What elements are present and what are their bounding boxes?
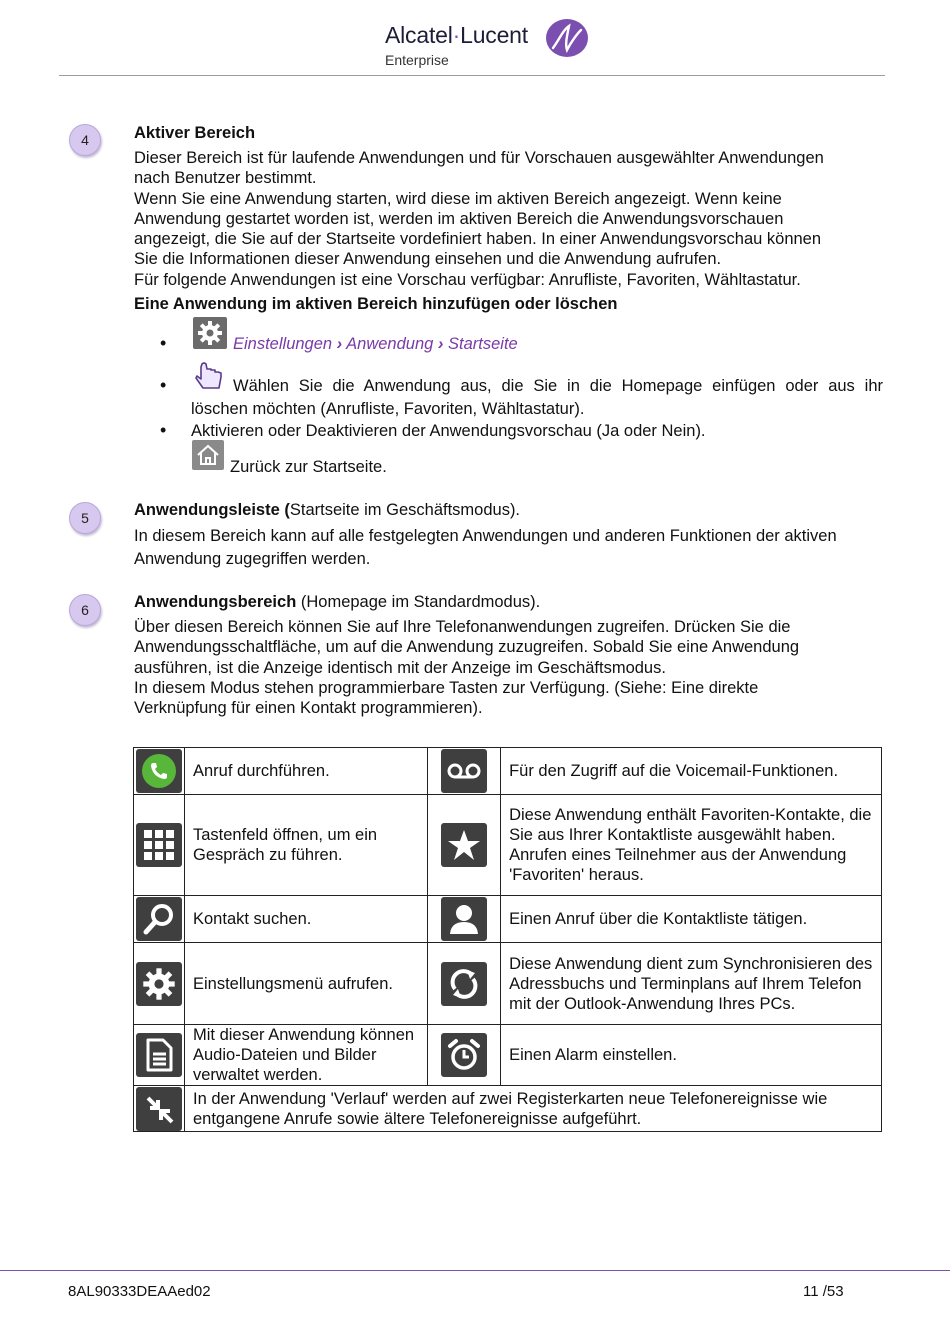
bullet-marker: •	[160, 375, 167, 395]
table-cell: Für den Zugriff auf die Voicemail-Funktionen.	[501, 748, 882, 795]
brand-subtitle: Enterprise	[385, 52, 449, 68]
subsection-heading: Eine Anwendung im aktiven Bereich hinzufügen oder löschen	[134, 295, 618, 313]
applications-table	[133, 747, 882, 1132]
table-icon-cell	[134, 1086, 185, 1132]
contact-icon	[441, 897, 487, 941]
star-icon	[441, 823, 487, 867]
table-icon-cell	[134, 795, 185, 896]
table-row	[134, 1086, 882, 1132]
table-cell: Einen Alarm einstellen.	[501, 1025, 882, 1086]
section-heading: Anwendungsleiste (Startseite im Geschäftsmodus).	[134, 501, 521, 519]
table-cell: Einen Anruf über die Kontaktliste tätigen.	[501, 896, 882, 943]
section-number-badge: 6	[69, 594, 101, 626]
table-cell: Mit dieser Anwendung können Audio-Dateien und Bilder verwaltet werden.	[185, 1025, 428, 1086]
table-icon-cell	[428, 795, 501, 896]
phone-call-icon	[136, 749, 182, 793]
table-icon-cell	[428, 896, 501, 943]
table-cell: Tastenfeld öffnen, um ein Gespräch zu führen.	[185, 795, 428, 896]
table-cell: In der Anwendung 'Verlauf' werden auf zwei Registerkarten neue Telefonereignisse wie entgangene Anrufe sowie ältere Telefonereignisse aufgeführt.	[185, 1086, 882, 1132]
document-icon	[136, 1033, 182, 1077]
table-icon-cell	[134, 1025, 185, 1086]
settings-gear-icon	[193, 317, 227, 349]
table-row	[134, 943, 882, 1025]
bullet-text: Wählen Sie die Anwendung aus, die Sie in die Homepage einfügen oder aus ihr	[233, 377, 883, 395]
table-icon-cell	[134, 896, 185, 943]
bullet-marker: •	[160, 420, 167, 440]
home-icon	[192, 440, 224, 470]
alarm-clock-icon	[441, 1033, 487, 1077]
table-cell: Anruf durchführen.	[185, 748, 428, 795]
search-icon	[136, 897, 182, 941]
keypad-icon	[136, 823, 182, 867]
table-row	[134, 795, 882, 896]
section-body: Über diesen Bereich können Sie auf Ihre Telefonanwendungen zugreifen. Drücken Sie die Anwendungsschaltfläche, um auf die Anwendung zuzugreifen. Sobald Sie eine Anwendung ausführen, ist die Anzeige identisch mit der Anzeige im Geschäftsmodus. In diesem Modus stehen programmierbare Tasten zur Verfügung. (Siehe: Eine direkte Verknüpfung für einen Kontakt programmieren).	[134, 618, 800, 718]
history-arrows-icon	[136, 1087, 182, 1131]
voicemail-icon	[441, 749, 487, 793]
page-number: 11 /53	[803, 1283, 844, 1300]
table-icon-cell	[428, 1025, 501, 1086]
bullet-text: Aktivieren oder Deaktivieren der Anwendungsvorschau (Ja oder Nein).	[191, 422, 706, 440]
table-icon-cell	[134, 748, 185, 795]
section-body: Dieser Bereich ist für laufende Anwendungen und für Vorschauen ausgewählter Anwendungen nach Benutzer bestimmt. Wenn Sie eine Anwendung starten, wird diese im aktiven Bereich angezeigt. Wenn keine Anwendung gestartet worden ist, werden im aktiven Bereich die Anwendungsvorschauen angezeigt, die Sie auf der Startseite vordefiniert haben. In einer Anwendungsvorschau können Sie die Informationen dieser Anwendung einsehen und die Anwendung aufrufen. Für folgende Anwendungen ist eine Vorschau verfügbar: Anrufliste, Favoriten, Wähltastatur.	[134, 149, 824, 289]
table-icon-cell	[428, 748, 501, 795]
navigation-path: Einstellungen › Anwendung › Startseite	[233, 335, 518, 353]
table-row	[134, 748, 882, 795]
hand-pointer-icon	[193, 361, 227, 391]
footer-divider	[0, 1270, 950, 1271]
section-heading: Anwendungsbereich (Homepage im Standardmodus).	[134, 593, 541, 611]
section-number-badge: 4	[69, 124, 101, 156]
document-id: 8AL90333DEAAed02	[68, 1283, 211, 1300]
section-heading: Aktiver Bereich	[134, 124, 256, 142]
table-cell: Diese Anwendung enthält Favoriten-Kontakte, die Sie aus Ihrer Kontaktliste ausgewählt haben. Anrufen eines Teilnehmer aus der Anwendung 'Favoriten' heraus.	[501, 795, 882, 896]
bullet-text: löschen möchten (Anrufliste, Favoriten, Wähltastatur).	[191, 400, 585, 418]
alcatel-lucent-logo-icon	[545, 18, 589, 58]
table-icon-cell	[134, 943, 185, 1025]
table-row	[134, 896, 882, 943]
home-text: Zurück zur Startseite.	[230, 458, 387, 476]
table-cell: Einstellungsmenü aufrufen.	[185, 943, 428, 1025]
section-number-badge: 5	[69, 502, 101, 534]
brand-name: Alcatel·Lucent	[385, 22, 528, 48]
table-cell: Diese Anwendung dient zum Synchronisieren des Adressbuchs und Terminplans auf Ihrem Telefon mit der Outlook-Anwendung Ihres PCs.	[501, 943, 882, 1025]
table-cell: Kontakt suchen.	[185, 896, 428, 943]
header-divider	[59, 75, 885, 76]
table-row	[134, 1025, 882, 1086]
bullet-marker: •	[160, 333, 167, 353]
sync-icon	[441, 962, 487, 1006]
section-body: In diesem Bereich kann auf alle festgelegten Anwendungen und anderen Funktionen der aktiven Anwendung zugegriffen werden.	[134, 527, 837, 568]
table-icon-cell	[428, 943, 501, 1025]
settings-gear-icon	[136, 962, 182, 1006]
